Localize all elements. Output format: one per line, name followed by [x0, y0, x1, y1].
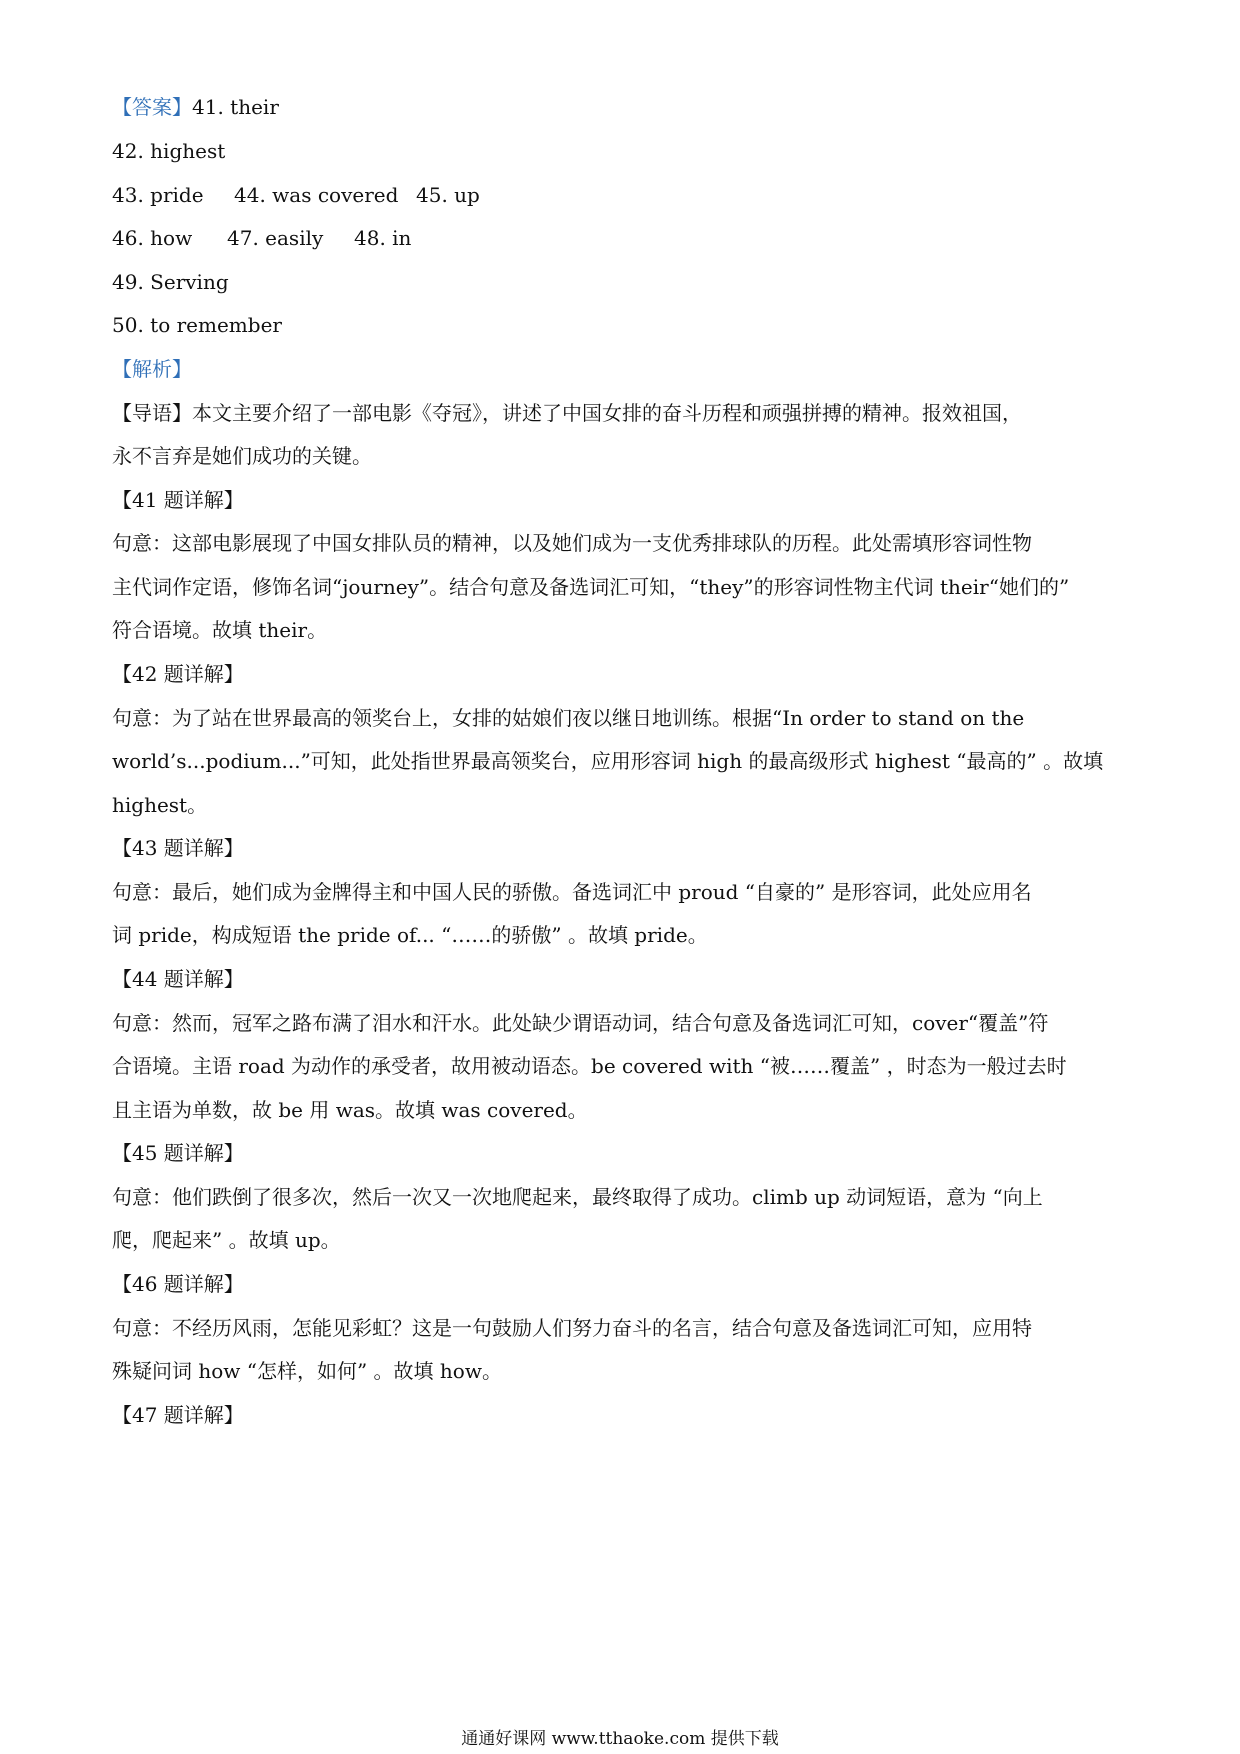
intro-line: 永不言弃是她们成功的关键。: [112, 444, 372, 468]
answer-49: 49. Serving: [112, 270, 229, 294]
answer-50: 50. to remember: [112, 313, 282, 337]
answer-46: 46. how: [112, 226, 193, 250]
answer-row: [112, 224, 1132, 252]
answer-47: 47. easily: [227, 226, 324, 250]
paragraph-line: 句意：他们跌倒了很多次，然后一次又一次地爬起来，最终取得了成功。climb up 动词短语，意为 “向上: [112, 1185, 1043, 1209]
paragraph-line: 主代词作定语，修饰名词“journey”。结合句意及备选词汇可知，“they”的形容词性物主代词 their“她们的”: [112, 575, 1070, 599]
page-footer: 通通好课网 www.tthaoke.com 提供下载: [461, 1729, 779, 1749]
analysis-label: 【解析】: [112, 357, 192, 381]
answer-44: 44. was covered: [234, 183, 399, 207]
answer-42: 42. highest: [112, 139, 226, 163]
answer-label: 【答案】: [112, 95, 192, 119]
paragraph-line: 句意：然而，冠军之路布满了泪水和汗水。此处缺少谓语动词，结合句意及备选词汇可知，cover“覆盖”符: [112, 1011, 1049, 1035]
paragraph-line: 符合语境。故填 their。: [112, 618, 328, 642]
answer-row: [112, 181, 1132, 209]
question-heading: 【47 题详解】: [112, 1403, 244, 1427]
question-heading: 【45 题详解】: [112, 1141, 244, 1165]
answer-row: [112, 311, 1132, 339]
paragraph-line: 合语境。主语 road 为动作的承受者，故用被动语态。be covered with “被……覆盖” ，时态为一般过去时: [112, 1054, 1067, 1078]
paragraph-line: 爬，爬起来” 。故填 up。: [112, 1228, 341, 1252]
question-heading: 【43 题详解】: [112, 836, 244, 860]
question-heading: 【44 题详解】: [112, 967, 244, 991]
paragraph-line: 殊疑问词 how “怎样，如何” 。故填 how。: [112, 1359, 502, 1383]
paragraph-line: 词 pride，构成短语 the pride of... “……的骄傲” 。故填 pride。: [112, 923, 708, 947]
answer-45: 45. up: [416, 183, 480, 207]
question-heading: 【42 题详解】: [112, 662, 244, 686]
question-heading: 【46 题详解】: [112, 1272, 244, 1296]
paragraph-line: world’s...podium...”可知，此处指世界最高领奖台，应用形容词 high 的最高级形式 highest “最高的” 。故填: [112, 749, 1104, 773]
answer-41: 41. their: [192, 95, 279, 119]
answer-48: 48. in: [354, 226, 412, 250]
intro-line: 【导语】本文主要介绍了一部电影《夺冠》，讲述了中国女排的奋斗历程和顽强拼搏的精神。报效祖国，: [112, 401, 1022, 425]
paragraph-line: 句意：这部电影展现了中国女排队员的精神，以及她们成为一支优秀排球队的历程。此处需填形容词性物: [112, 531, 1032, 555]
answer-43: 43. pride: [112, 183, 204, 207]
paragraph-line: 句意：为了站在世界最高的领奖台上，女排的姑娘们夜以继日地训练。根据“In order to stand on the: [112, 706, 1025, 730]
answer-row: [112, 268, 1132, 296]
paragraph-line: highest。: [112, 793, 208, 817]
answer-heading: [112, 93, 1132, 121]
paragraph-line: 句意：不经历风雨，怎能见彩虹？这是一句鼓励人们努力奋斗的名言，结合句意及备选词汇可知，应用特: [112, 1316, 1032, 1340]
answer-row: [112, 137, 1132, 165]
paragraph-line: 且主语为单数，故 be 用 was。故填 was covered。: [112, 1098, 588, 1122]
question-heading: 【41 题详解】: [112, 488, 244, 512]
paragraph-line: 句意：最后，她们成为金牌得主和中国人民的骄傲。备选词汇中 proud “自豪的” 是形容词，此处应用名: [112, 880, 1032, 904]
